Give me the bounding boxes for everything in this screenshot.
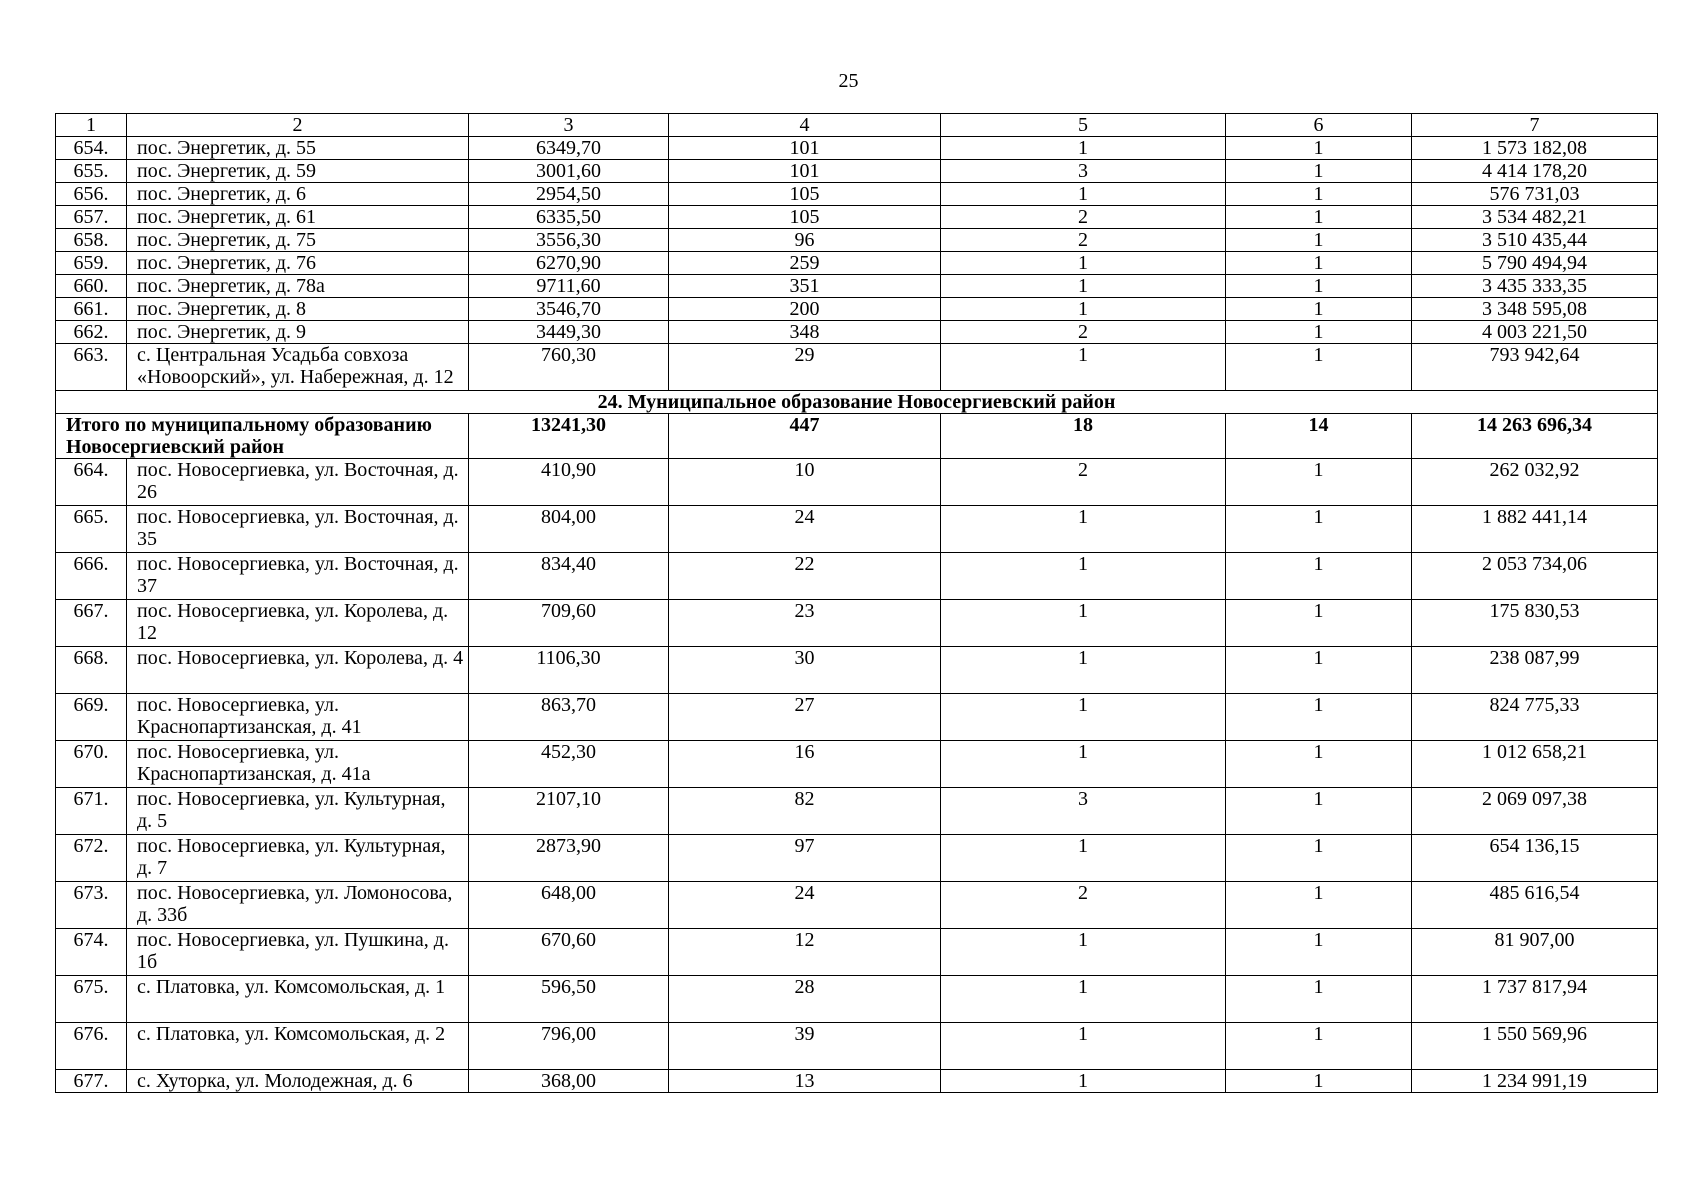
works-count-cell: 2: [941, 229, 1226, 252]
address-cell: пос. Новосергиевка, ул. Культурная, д. 7: [127, 835, 469, 882]
row-number: 677.: [56, 1070, 127, 1093]
address-cell: пос. Энергетик, д. 59: [127, 160, 469, 183]
works-count-cell: 1: [941, 694, 1226, 741]
works-count-cell: 1: [941, 275, 1226, 298]
table-row: [56, 788, 1658, 835]
area-cell: 596,50: [469, 976, 669, 1023]
area-cell: 709,60: [469, 600, 669, 647]
total-row: [56, 414, 1658, 459]
cost-cell: 238 087,99: [1412, 647, 1658, 694]
buildings-count-cell: 1: [1226, 647, 1412, 694]
residents-cell: 351: [669, 275, 941, 298]
page-number: 25: [838, 70, 859, 92]
address-cell: пос. Новосергиевка, ул. Королева, д. 4: [127, 647, 469, 694]
address-cell: пос. Новосергиевка, ул. Восточная, д. 26: [127, 459, 469, 506]
buildings-count-cell: 1: [1226, 298, 1412, 321]
row-number: 666.: [56, 553, 127, 600]
address-cell: пос. Энергетик, д. 55: [127, 137, 469, 160]
buildings-count-cell: 1: [1226, 788, 1412, 835]
address-cell: пос. Новосергиевка, ул. Восточная, д. 35: [127, 506, 469, 553]
works-count-cell: 1: [941, 600, 1226, 647]
register-table: [55, 113, 1658, 1093]
residents-cell: 82: [669, 788, 941, 835]
row-number: 665.: [56, 506, 127, 553]
total-residents: 447: [669, 414, 941, 459]
residents-cell: 200: [669, 298, 941, 321]
works-count-cell: 1: [941, 835, 1226, 882]
row-number: 673.: [56, 882, 127, 929]
buildings-count-cell: 1: [1226, 694, 1412, 741]
cost-cell: 3 348 595,08: [1412, 298, 1658, 321]
area-cell: 6270,90: [469, 252, 669, 275]
works-count-cell: 2: [941, 459, 1226, 506]
works-count-cell: 1: [941, 344, 1226, 391]
cost-cell: 262 032,92: [1412, 459, 1658, 506]
table-row: [56, 298, 1658, 321]
buildings-count-cell: 1: [1226, 1070, 1412, 1093]
address-cell: пос. Энергетик, д. 61: [127, 206, 469, 229]
cost-cell: 175 830,53: [1412, 600, 1658, 647]
buildings-count-cell: 1: [1226, 137, 1412, 160]
works-count-cell: 1: [941, 929, 1226, 976]
area-cell: 804,00: [469, 506, 669, 553]
cost-cell: 4 414 178,20: [1412, 160, 1658, 183]
residents-cell: 101: [669, 137, 941, 160]
residents-cell: 348: [669, 321, 941, 344]
table-row: [56, 1070, 1658, 1093]
section-heading-row: [56, 391, 1658, 414]
buildings-count-cell: 1: [1226, 929, 1412, 976]
cost-cell: 3 510 435,44: [1412, 229, 1658, 252]
table-row: [56, 882, 1658, 929]
residents-cell: 30: [669, 647, 941, 694]
table-row: [56, 506, 1658, 553]
works-count-cell: 1: [941, 183, 1226, 206]
works-count-cell: 1: [941, 647, 1226, 694]
row-number: 674.: [56, 929, 127, 976]
address-cell: пос. Энергетик, д. 9: [127, 321, 469, 344]
table-row: [56, 553, 1658, 600]
table-row: [56, 929, 1658, 976]
residents-cell: 28: [669, 976, 941, 1023]
area-cell: 834,40: [469, 553, 669, 600]
row-number: 658.: [56, 229, 127, 252]
buildings-count-cell: 1: [1226, 229, 1412, 252]
residents-cell: 105: [669, 183, 941, 206]
area-cell: 2954,50: [469, 183, 669, 206]
table-row: [56, 647, 1658, 694]
address-cell: пос. Энергетик, д. 6: [127, 183, 469, 206]
residents-cell: 10: [669, 459, 941, 506]
buildings-count-cell: 1: [1226, 321, 1412, 344]
cost-cell: 576 731,03: [1412, 183, 1658, 206]
cost-cell: 654 136,15: [1412, 835, 1658, 882]
column-header-4: 4: [669, 114, 941, 137]
works-count-cell: 3: [941, 160, 1226, 183]
row-number: 672.: [56, 835, 127, 882]
column-header-5: 5: [941, 114, 1226, 137]
table-row: [56, 229, 1658, 252]
column-number-header-row: [56, 114, 1658, 137]
buildings-count-cell: 1: [1226, 459, 1412, 506]
cost-cell: 1 012 658,21: [1412, 741, 1658, 788]
table-row: [56, 183, 1658, 206]
row-number: 671.: [56, 788, 127, 835]
column-header-7: 7: [1412, 114, 1658, 137]
table-row: [56, 976, 1658, 1023]
column-header-6: 6: [1226, 114, 1412, 137]
table-row: [56, 1023, 1658, 1070]
residents-cell: 97: [669, 835, 941, 882]
area-cell: 670,60: [469, 929, 669, 976]
works-count-cell: 3: [941, 788, 1226, 835]
area-cell: 3001,60: [469, 160, 669, 183]
cost-cell: 2 069 097,38: [1412, 788, 1658, 835]
cost-cell: 485 616,54: [1412, 882, 1658, 929]
cost-cell: 1 234 991,19: [1412, 1070, 1658, 1093]
table-row: [56, 206, 1658, 229]
area-cell: 2107,10: [469, 788, 669, 835]
row-number: 662.: [56, 321, 127, 344]
address-cell: пос. Энергетик, д. 8: [127, 298, 469, 321]
works-count-cell: 1: [941, 1070, 1226, 1093]
works-count-cell: 1: [941, 1023, 1226, 1070]
buildings-count-cell: 1: [1226, 275, 1412, 298]
address-cell: пос. Энергетик, д. 76: [127, 252, 469, 275]
cost-cell: 1 882 441,14: [1412, 506, 1658, 553]
cost-cell: 1 550 569,96: [1412, 1023, 1658, 1070]
address-cell: пос. Новосергиевка, ул. Краснопартизанская, д. 41а: [127, 741, 469, 788]
residents-cell: 24: [669, 506, 941, 553]
buildings-count-cell: 1: [1226, 600, 1412, 647]
residents-cell: 24: [669, 882, 941, 929]
buildings-count-cell: 1: [1226, 553, 1412, 600]
table-row: [56, 344, 1658, 391]
residents-cell: 259: [669, 252, 941, 275]
cost-cell: 824 775,33: [1412, 694, 1658, 741]
area-cell: 863,70: [469, 694, 669, 741]
total-works-count: 18: [941, 414, 1226, 459]
column-header-2: 2: [127, 114, 469, 137]
address-cell: с. Платовка, ул. Комсомольская, д. 2: [127, 1023, 469, 1070]
row-number: 675.: [56, 976, 127, 1023]
cost-cell: 793 942,64: [1412, 344, 1658, 391]
address-cell: с. Платовка, ул. Комсомольская, д. 1: [127, 976, 469, 1023]
cost-cell: 1 737 817,94: [1412, 976, 1658, 1023]
residents-cell: 12: [669, 929, 941, 976]
row-number: 661.: [56, 298, 127, 321]
address-cell: пос. Новосергиевка, ул. Восточная, д. 37: [127, 553, 469, 600]
buildings-count-cell: 1: [1226, 160, 1412, 183]
address-cell: пос. Энергетик, д. 75: [127, 229, 469, 252]
works-count-cell: 1: [941, 741, 1226, 788]
column-header-1: 1: [56, 114, 127, 137]
table-row: [56, 459, 1658, 506]
works-count-cell: 2: [941, 321, 1226, 344]
cost-cell: 2 053 734,06: [1412, 553, 1658, 600]
table-row: [56, 600, 1658, 647]
row-number: 654.: [56, 137, 127, 160]
row-number: 659.: [56, 252, 127, 275]
cost-cell: 4 003 221,50: [1412, 321, 1658, 344]
table-row: [56, 694, 1658, 741]
buildings-count-cell: 1: [1226, 976, 1412, 1023]
area-cell: 368,00: [469, 1070, 669, 1093]
residents-cell: 29: [669, 344, 941, 391]
buildings-count-cell: 1: [1226, 252, 1412, 275]
area-cell: 410,90: [469, 459, 669, 506]
buildings-count-cell: 1: [1226, 741, 1412, 788]
residents-cell: 39: [669, 1023, 941, 1070]
table-row: [56, 321, 1658, 344]
row-number: 663.: [56, 344, 127, 391]
row-number: 667.: [56, 600, 127, 647]
area-cell: 648,00: [469, 882, 669, 929]
row-number: 668.: [56, 647, 127, 694]
residents-cell: 16: [669, 741, 941, 788]
area-cell: 452,30: [469, 741, 669, 788]
area-cell: 3556,30: [469, 229, 669, 252]
row-number: 657.: [56, 206, 127, 229]
works-count-cell: 1: [941, 298, 1226, 321]
total-label: Итого по муниципальному образованию Новосергиевский район: [56, 414, 469, 459]
address-cell: пос. Новосергиевка, ул. Королева, д. 12: [127, 600, 469, 647]
works-count-cell: 1: [941, 976, 1226, 1023]
table-row: [56, 835, 1658, 882]
residents-cell: 13: [669, 1070, 941, 1093]
total-buildings-count: 14: [1226, 414, 1412, 459]
table-row: [56, 252, 1658, 275]
buildings-count-cell: 1: [1226, 835, 1412, 882]
area-cell: 2873,90: [469, 835, 669, 882]
row-number: 656.: [56, 183, 127, 206]
address-cell: с. Хуторка, ул. Молодежная, д. 6: [127, 1070, 469, 1093]
area-cell: 3546,70: [469, 298, 669, 321]
address-cell: с. Центральная Усадьба совхоза «Новоорский», ул. Набережная, д. 12: [127, 344, 469, 391]
table-row: [56, 160, 1658, 183]
area-cell: 9711,60: [469, 275, 669, 298]
address-cell: пос. Новосергиевка, ул. Культурная, д. 5: [127, 788, 469, 835]
table-row: [56, 275, 1658, 298]
address-cell: пос. Новосергиевка, ул. Ломоносова, д. 33б: [127, 882, 469, 929]
row-number: 660.: [56, 275, 127, 298]
area-cell: 760,30: [469, 344, 669, 391]
works-count-cell: 1: [941, 137, 1226, 160]
buildings-count-cell: 1: [1226, 882, 1412, 929]
works-count-cell: 2: [941, 206, 1226, 229]
address-cell: пос. Энергетик, д. 78а: [127, 275, 469, 298]
section-heading: 24. Муниципальное образование Новосергиевский район: [56, 391, 1658, 414]
cost-cell: 3 534 482,21: [1412, 206, 1658, 229]
residents-cell: 27: [669, 694, 941, 741]
buildings-count-cell: 1: [1226, 344, 1412, 391]
works-count-cell: 2: [941, 882, 1226, 929]
area-cell: 796,00: [469, 1023, 669, 1070]
works-count-cell: 1: [941, 506, 1226, 553]
cost-cell: 81 907,00: [1412, 929, 1658, 976]
table-row: [56, 137, 1658, 160]
area-cell: 1106,30: [469, 647, 669, 694]
row-number: 664.: [56, 459, 127, 506]
cost-cell: 5 790 494,94: [1412, 252, 1658, 275]
row-number: 655.: [56, 160, 127, 183]
residents-cell: 105: [669, 206, 941, 229]
column-header-3: 3: [469, 114, 669, 137]
address-cell: пос. Новосергиевка, ул. Краснопартизанская, д. 41: [127, 694, 469, 741]
area-cell: 3449,30: [469, 321, 669, 344]
row-number: 676.: [56, 1023, 127, 1070]
buildings-count-cell: 1: [1226, 183, 1412, 206]
table-row: [56, 741, 1658, 788]
residents-cell: 23: [669, 600, 941, 647]
buildings-count-cell: 1: [1226, 206, 1412, 229]
area-cell: 6335,50: [469, 206, 669, 229]
row-number: 670.: [56, 741, 127, 788]
row-number: 669.: [56, 694, 127, 741]
residents-cell: 101: [669, 160, 941, 183]
buildings-count-cell: 1: [1226, 1023, 1412, 1070]
residents-cell: 96: [669, 229, 941, 252]
address-cell: пос. Новосергиевка, ул. Пушкина, д. 1б: [127, 929, 469, 976]
cost-cell: 3 435 333,35: [1412, 275, 1658, 298]
cost-cell: 1 573 182,08: [1412, 137, 1658, 160]
residents-cell: 22: [669, 553, 941, 600]
buildings-count-cell: 1: [1226, 506, 1412, 553]
total-area: 13241,30: [469, 414, 669, 459]
total-cost: 14 263 696,34: [1412, 414, 1658, 459]
works-count-cell: 1: [941, 553, 1226, 600]
works-count-cell: 1: [941, 252, 1226, 275]
area-cell: 6349,70: [469, 137, 669, 160]
